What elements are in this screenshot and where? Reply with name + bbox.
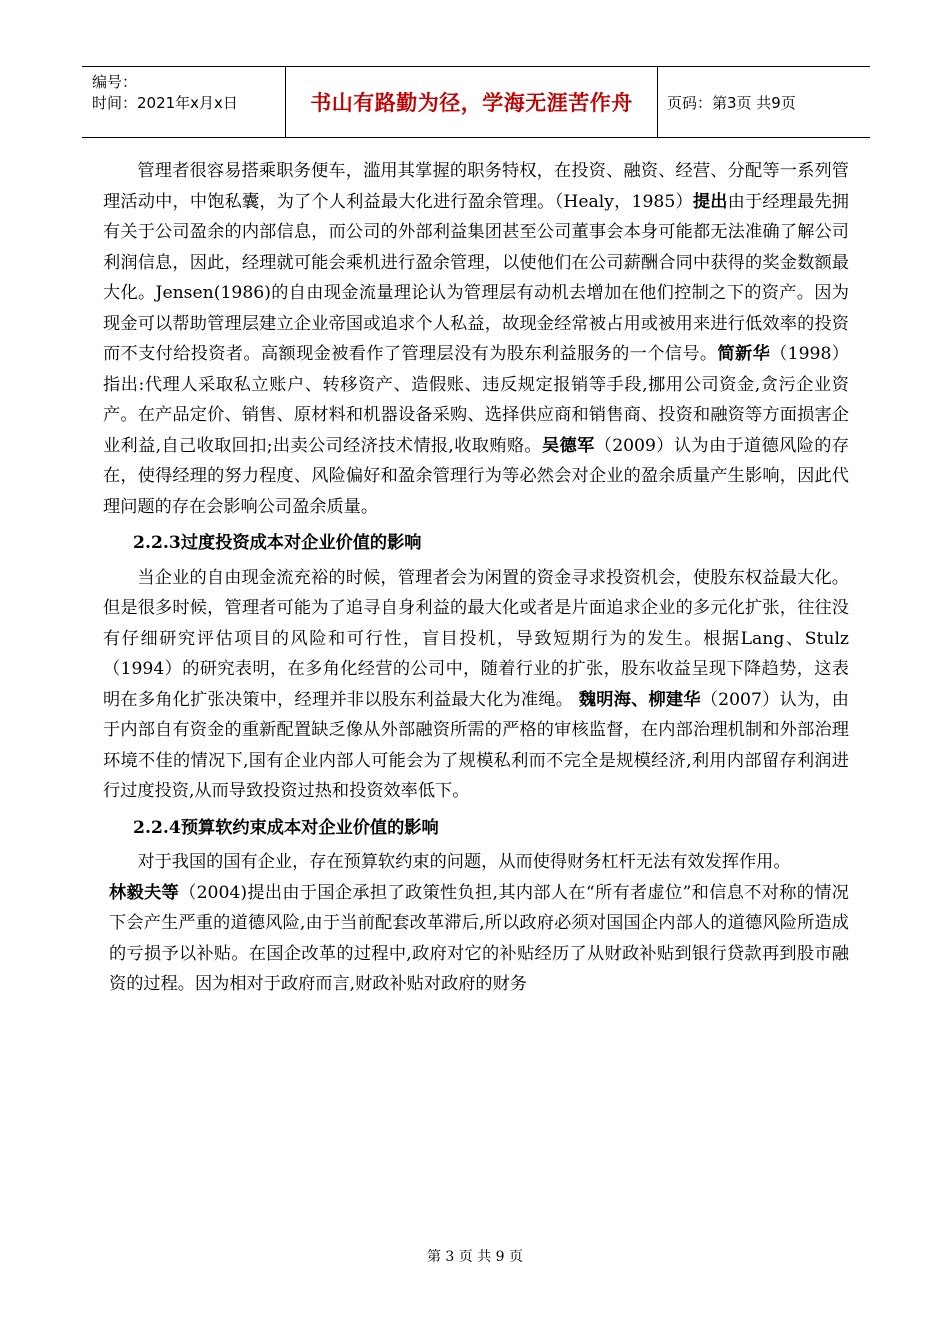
text-run: （2004)提出由于国企承担了政策性负担,其内部人在“所有者虚位”和信息不对称的情况下会产生严重的道德风险,由于当前配套改革滞后,所以政府必须对国国企内部人的道德风险所造成的亏损予以补贴。在国企改革的过程中,政府对它的补贴经历了从财政补贴到银行贷款再到股市融资的过程。因为相对于政府而言,财政补贴对政府的财务 [109, 882, 849, 994]
text-run: （2007）认为，由于内部自有资金的重新配置缺乏像从外部融资所需的严格的审核监督，在内部治理机制和外部治理环境不佳的情况下,国有企业内部人可能会为了规模私利而不完全是规模经济,利用内部留存利润进行过度投资,从而导致投资过热和投资效率低下。 [103, 689, 849, 801]
bold-author: 吴德军 [541, 435, 595, 456]
header-motto: 书山有路勤为径，学海无涯苦作舟 [286, 67, 658, 137]
text-run: 当企业的自由现金流充裕的时候，管理者会为闲置的资金寻求投资机会，使股东权益最大化。但是很多时候，管理者可能为了追寻自身利益的最大化或者是片面追求企业的多元化扩张，往往没有仔细研究评估项目的风险和可行性，盲目投机，导致短期行为的发生。根据Lang、Stulz（1994）的研究表明，在多角化经营的公司中，随着行业的扩张，股东收益呈现下降趋势，这表明在多角化扩张决策中，经理并非以股东利益最大化为准绳。 [103, 567, 849, 710]
bold-author: 魏明海、柳建华 [578, 689, 701, 710]
text-run: 对于我国的国有企业，存在预算软约束的问题，从而使得财务杠杆无法有效发挥作用。 [137, 852, 791, 872]
paragraph-soft-budget [103, 847, 849, 878]
paragraph-lin-yifu [103, 878, 849, 1000]
text-run: 管理者很容易搭乘职务便车，滥用其掌握的职务特权，在投资、融资、经营、分配等一系列管理活动中，中饱私囊，为了个人利益最大化进行盈余管理。（Healy，1985） [103, 161, 849, 212]
document-time-label: 时间：2021年x月x日 [92, 94, 238, 112]
document-body [103, 156, 849, 1000]
document-number-label: 编号： [92, 73, 138, 91]
header-meta [82, 67, 286, 137]
page-header [82, 66, 870, 138]
paragraph-overinvestment [103, 563, 849, 807]
page-footer: 第 3 页 共 9 页 [426, 1249, 524, 1265]
paragraph-agency-cost [103, 156, 849, 522]
section-heading-2-2-3: 2.2.3过度投资成本对企业价值的影响 [133, 533, 422, 553]
bold-term: 提出 [692, 191, 728, 212]
text-run: （2009）认为由于道德风险的存在，使得经理的努力程度、风险偏好和盈余管理行为等必然会对企业的盈余质量产生影响，因此代理问题的存在会影响公司盈余质量。 [103, 435, 849, 517]
bold-author: 林毅夫等 [109, 882, 180, 903]
text-run: 由于经理最先拥有关于公司盈余的内部信息，而公司的外部利益集团甚至公司董事会本身可能都无法准确了解公司利润信息，因此，经理就可能会乘机进行盈余管理，以使他们在公司薪酬合同中获得的奖金数额最大化。Jensen(1986)的自由现金流量理论认为管理层有动机去增加在他们控制之下的资产。因为现金可以帮助管理层建立企业帝国或追求个人私益，故现金经常被占用或被用来进行低效率的投资而不支付给投资者。高额现金被看作了管理层没有为股东利益服务的一个信号。 [103, 191, 849, 364]
text-run: （1998）指出:代理人采取私立账户、转移资产、造假账、违反规定报销等手段,挪用公司资金,贪污企业资产。在产品定价、销售、原材料和机器设备采购、选择供应商和销售商、投资和融资等方面损害企业利益,自己收取回扣;出卖公司经济技术情报,收取贿赂。 [103, 344, 849, 456]
header-page-label: 页码：第3页 共9页 [667, 93, 796, 112]
section-heading-2-2-4: 2.2.4预算软约束成本对企业价值的影响 [133, 817, 439, 838]
bold-author: 简新华 [717, 344, 771, 364]
